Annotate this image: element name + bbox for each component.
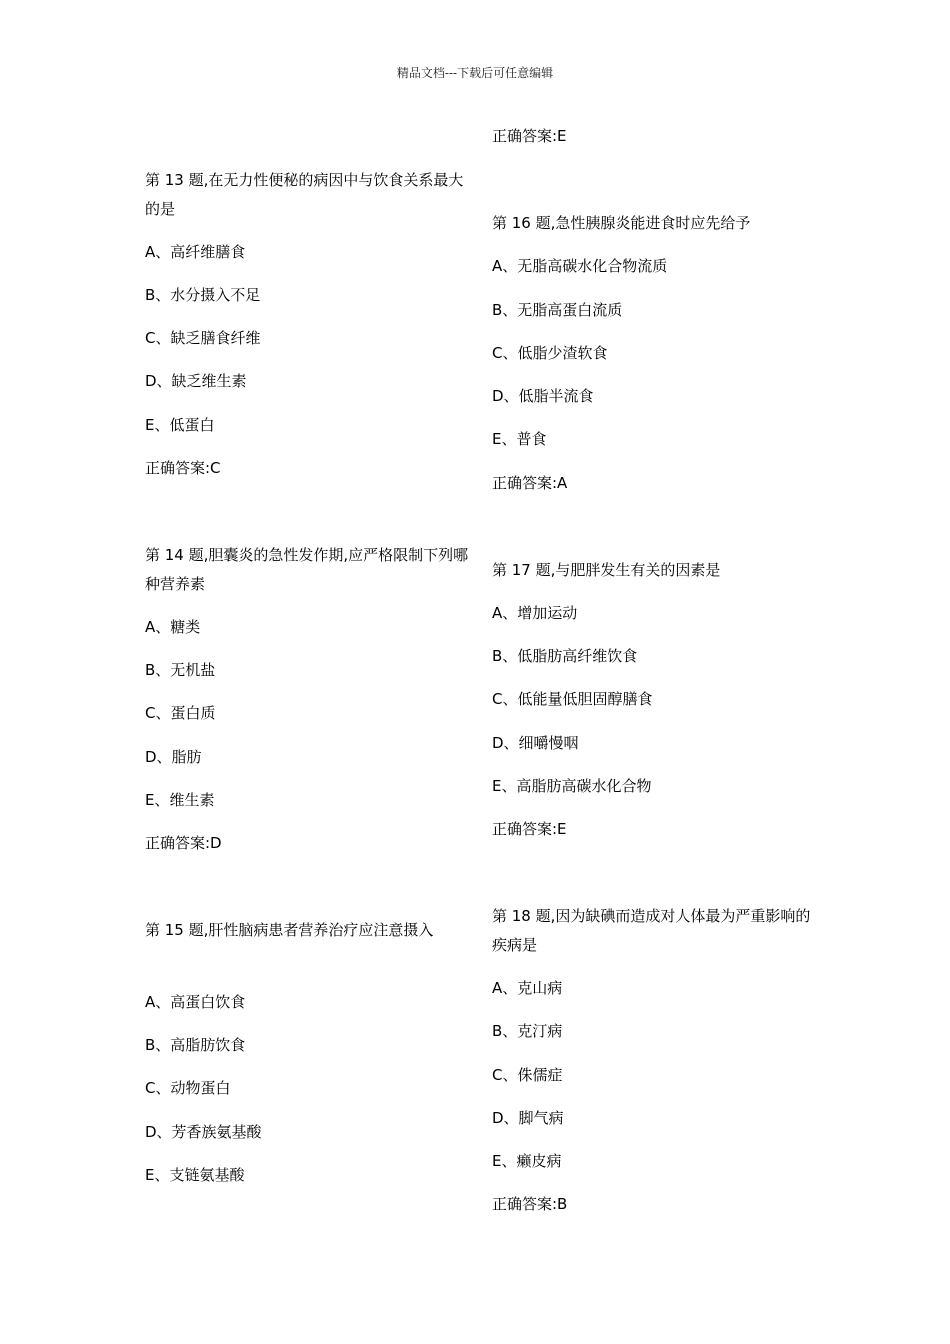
q18-option-b: B、克汀病 <box>492 1022 563 1040</box>
q14-option-d: D、脂肪 <box>145 748 202 766</box>
q17-option-c: C、低能量低胆固醇膳食 <box>492 690 653 708</box>
question-17: 第 17 题,与肥胖发生有关的因素是 <box>492 561 721 579</box>
q18-option-a: A、克山病 <box>492 979 563 997</box>
q13-option-c: C、缺乏膳食纤维 <box>145 329 261 347</box>
question-14: 第 14 题,胆囊炎的急性发作期,应严格限制下列哪种营养素 <box>145 546 469 593</box>
q16-option-d: D、低脂半流食 <box>492 387 594 405</box>
question-15: 第 15 题,肝性脑病患者营养治疗应注意摄入 <box>145 921 434 939</box>
q15-option-e: E、支链氨基酸 <box>145 1166 245 1184</box>
q15-option-c: C、动物蛋白 <box>145 1079 231 1097</box>
q18-option-d: D、脚气病 <box>492 1109 564 1127</box>
q18-answer: 正确答案:B <box>492 1195 568 1213</box>
question-18: 第 18 题,因为缺碘而造成对人体最为严重影响的疾病是 <box>492 907 811 954</box>
q16-option-b: B、无脂高蛋白流质 <box>492 301 623 319</box>
q13-option-e: E、低蛋白 <box>145 416 215 434</box>
q14-option-b: B、无机盐 <box>145 661 216 679</box>
q13-option-a: A、高纤维膳食 <box>145 243 246 261</box>
q14-answer: 正确答案:D <box>145 834 222 852</box>
q13-answer: 正确答案:C <box>145 459 221 477</box>
q15-answer: 正确答案:E <box>492 127 567 145</box>
q14-option-c: C、蛋白质 <box>145 704 216 722</box>
q16-option-a: A、无脂高碳水化合物流质 <box>492 257 668 275</box>
q17-answer: 正确答案:E <box>492 820 567 838</box>
q16-answer: 正确答案:A <box>492 474 568 492</box>
q14-option-a: A、糖类 <box>145 618 201 636</box>
q13-option-b: B、水分摄入不足 <box>145 286 261 304</box>
q15-option-a: A、高蛋白饮食 <box>145 993 246 1011</box>
q18-option-e: E、癞皮病 <box>492 1152 562 1170</box>
question-16: 第 16 题,急性胰腺炎能进食时应先给予 <box>492 214 751 232</box>
question-13: 第 13 题,在无力性便秘的病因中与饮食关系最大的是 <box>145 171 464 218</box>
page-header: 精品文档---下载后可任意编辑 <box>396 66 554 80</box>
q15-option-d: D、芳香族氨基酸 <box>145 1123 262 1141</box>
q16-option-e: E、普食 <box>492 430 547 448</box>
q17-option-b: B、低脂肪高纤维饮食 <box>492 647 638 665</box>
q16-option-c: C、低脂少渣软食 <box>492 344 608 362</box>
q13-option-d: D、缺乏维生素 <box>145 372 247 390</box>
q15-option-b: B、高脂肪饮食 <box>145 1036 246 1054</box>
q18-option-c: C、侏儒症 <box>492 1066 563 1084</box>
q14-option-e: E、维生素 <box>145 791 215 809</box>
q17-option-e: E、高脂肪高碳水化合物 <box>492 777 652 795</box>
q17-option-a: A、增加运动 <box>492 604 578 622</box>
q17-option-d: D、细嚼慢咽 <box>492 734 579 752</box>
